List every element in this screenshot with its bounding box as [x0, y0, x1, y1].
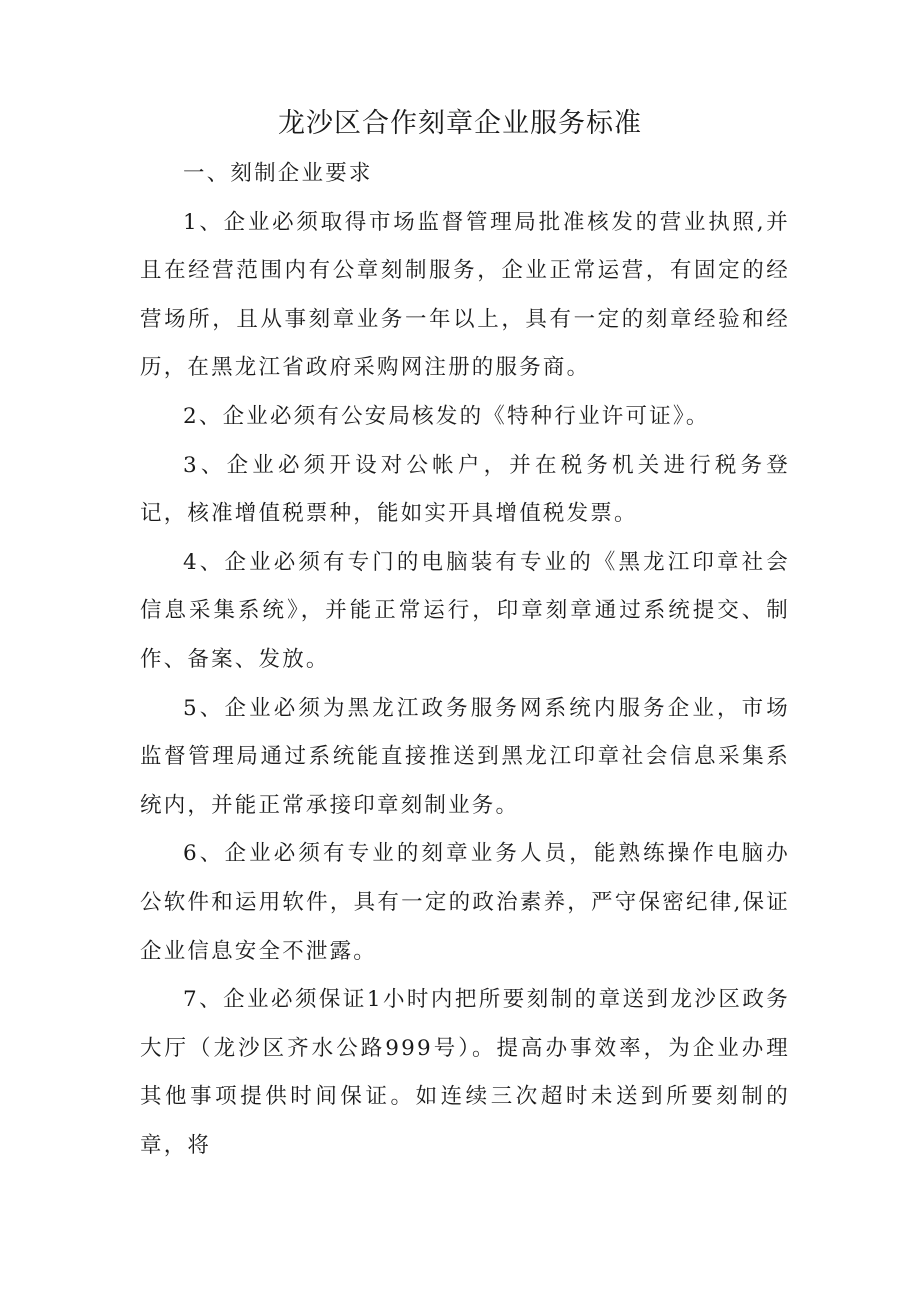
requirement-paragraph-3: 3、企业必须开设对公帐户，并在税务机关进行税务登记，核准增值税票种，能如实开具增值税发票。 — [140, 452, 790, 527]
requirement-paragraph-1: 1、企业必须取得市场监督管理局批准核发的营业执照,并且在经营范围内有公章刻制服务，企业正常运营，有固定的经营场所，且从事刻章业务一年以上，具有一定的刻章经验和经历，在黑龙江省政府采购网注册的服务商。 — [140, 209, 790, 381]
document-title: 龙沙区合作刻章企业服务标准 — [278, 108, 642, 139]
requirement-paragraph-4: 4、企业必须有专门的电脑装有专业的《黑龙江印章社会信息采集系统》，并能正常运行，印章刻章通过系统提交、制作、备案、发放。 — [140, 549, 790, 672]
requirement-paragraph-5: 5、企业必须为黑龙江政务服务网系统内服务企业，市场监督管理局通过系统能直接推送到黑龙江印章社会信息采集系统内，并能正常承接印章刻制业务。 — [140, 695, 790, 818]
section-heading: 一、刻制企业要求 — [183, 161, 373, 186]
requirement-paragraph-7: 7、企业必须保证1小时内把所要刻制的章送到龙沙区政务大厅（龙沙区齐水公路999号）。提高办事效率，为企业办理其他事项提供时间保证。如连续三次超时未送到所要刻制的章，将 — [140, 987, 790, 1158]
requirement-paragraph-6: 6、企业必须有专业的刻章业务人员，能熟练操作电脑办公软件和运用软件，具有一定的政治素养，严守保密纪律,保证企业信息安全不泄露。 — [140, 841, 790, 964]
requirement-paragraph-2: 2、企业必须有公安局核发的《特种行业许可证》。 — [183, 403, 710, 429]
document-body — [140, 150, 790, 1170]
